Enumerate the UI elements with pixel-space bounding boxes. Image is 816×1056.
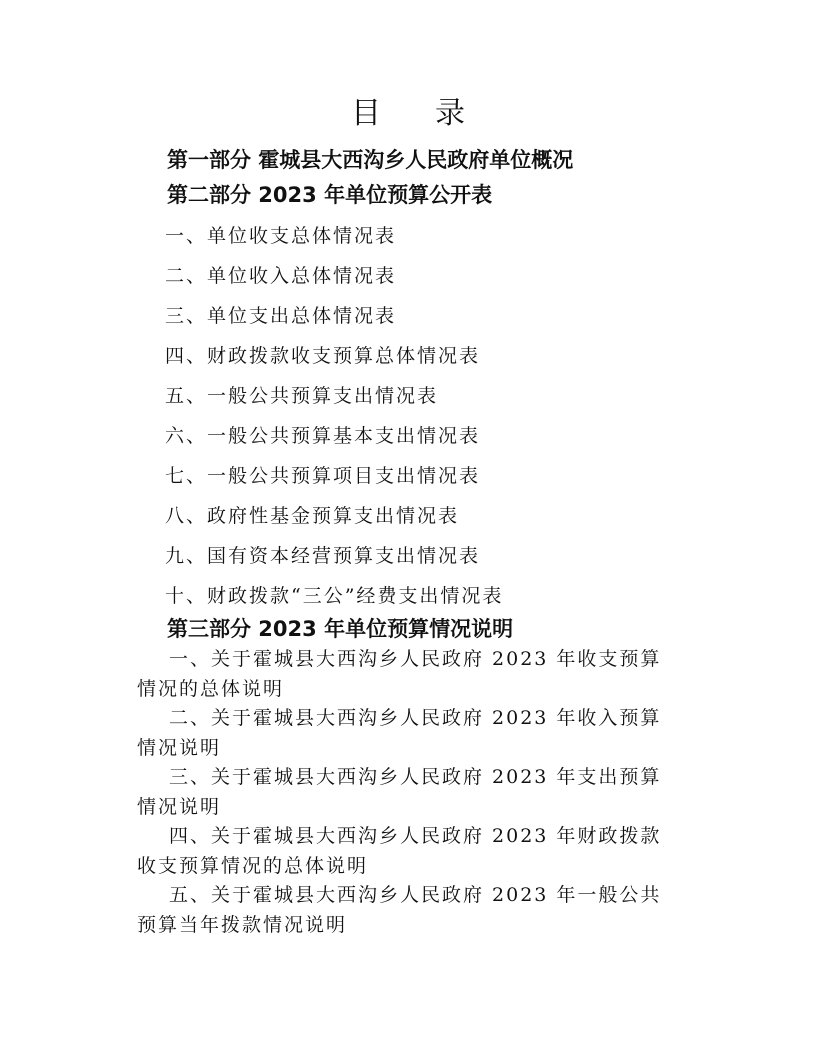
toc-item-5: 五、一般公共预算支出情况表	[165, 385, 439, 407]
part3-heading: 第三部分 2023 年单位预算情况说明	[167, 617, 514, 641]
toc-item-6: 六、一般公共预算基本支出情况表	[165, 425, 481, 447]
page-title	[0, 94, 816, 134]
title-char-1: 目	[351, 96, 435, 131]
explanation-item-4	[137, 822, 697, 881]
explanation-line: 情况的总体说明	[137, 677, 285, 700]
explanation-item-3	[137, 763, 697, 822]
explanation-line: 情况说明	[137, 795, 222, 818]
explanation-item-2	[137, 704, 697, 763]
explanation-item-1	[137, 645, 697, 704]
part1-heading: 第一部分 霍城县大西沟乡人民政府单位概况	[167, 148, 574, 172]
toc-item-7: 七、一般公共预算项目支出情况表	[165, 465, 481, 487]
explanation-line: 五、关于霍城县大西沟乡人民政府 2023 年一般公共	[169, 884, 662, 906]
explanation-line: 情况说明	[137, 736, 222, 759]
toc-item-8: 八、政府性基金预算支出情况表	[165, 505, 460, 527]
explanation-line: 一、关于霍城县大西沟乡人民政府 2023 年收支预算	[169, 648, 662, 670]
explanation-line: 预算当年拨款情况说明	[137, 913, 348, 936]
part2-heading: 第二部分 2023 年单位预算公开表	[167, 183, 493, 207]
title-char-2: 录	[435, 96, 519, 131]
toc-item-2: 二、单位收入总体情况表	[165, 265, 397, 287]
explanation-line: 收支预算情况的总体说明	[137, 854, 369, 877]
explanation-item-5	[137, 881, 697, 940]
toc-item-1: 一、单位收支总体情况表	[165, 225, 397, 247]
toc-item-9: 九、国有资本经营预算支出情况表	[165, 545, 481, 567]
explanation-line: 三、关于霍城县大西沟乡人民政府 2023 年支出预算	[169, 766, 662, 788]
explanation-line: 四、关于霍城县大西沟乡人民政府 2023 年财政拨款	[169, 825, 662, 847]
toc-item-4: 四、财政拨款收支预算总体情况表	[165, 345, 481, 367]
toc-item-10: 十、财政拨款“三公”经费支出情况表	[165, 585, 504, 607]
explanation-line: 二、关于霍城县大西沟乡人民政府 2023 年收入预算	[169, 707, 662, 729]
toc-item-3: 三、单位支出总体情况表	[165, 305, 397, 327]
